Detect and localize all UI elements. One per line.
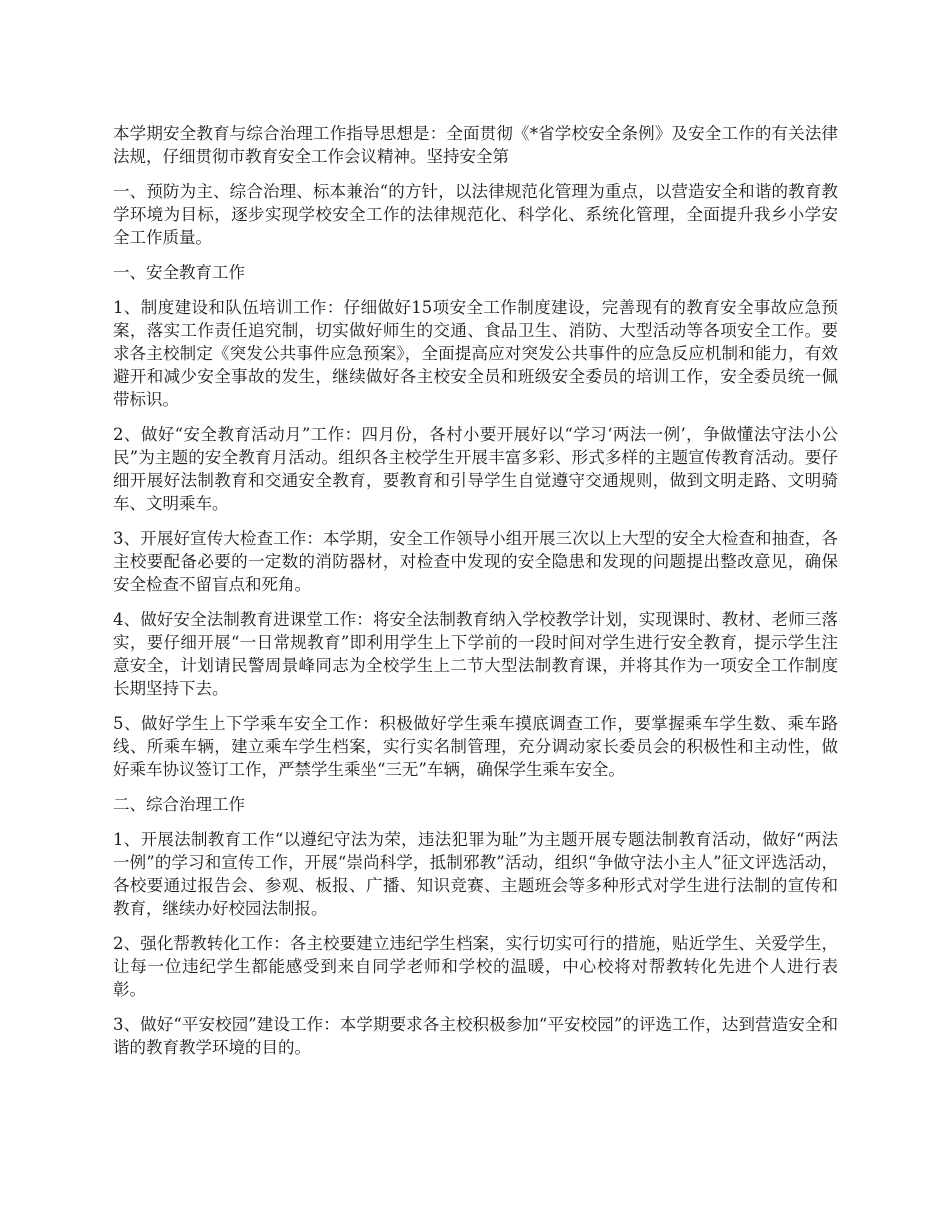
item-system-building: 1、制度建设和队伍培训工作：仔细做好15项安全工作制度建设，完善现有的教育安全事故应急预案，落实工作责任追究制，切实做好师生的交通、食品卫生、消防、大型活动等各项安全工作。要求各主校制定《突发公共事件应急预案》，全面提高应对突发公共事件的应急反应机制和能力，有效避开和减少安全事故的发生，继续做好各主校安全员和班级安全委员的培训工作，安全委员统一佩带标识。 bbox=[113, 298, 838, 409]
item-safe-campus: 3、做好“平安校园”建设工作：本学期要求各主校积极参加“平安校园”的评选工作，达到营造安全和谐的教育教学环境的目的。 bbox=[113, 1015, 838, 1057]
intro-paragraph: 本学期安全教育与综合治理工作指导思想是：全面贯彻《*省学校安全条例》及安全工作的有关法律法规，仔细贯彻市教育安全工作会议精神。坚持安全第 bbox=[113, 124, 838, 166]
item-safety-month: 2、做好“安全教育活动月”工作：四月份，各村小要开展好以“学习‘两法一例’，争做懂法守法小公民”为主题的安全教育月活动。组织各主校学生开展丰富多彩、形式多样的主题宣传教育活动。要仔细开展好法制教育和交通安全教育，要教育和引导学生自觉遵守交通规则，做到文明走路、文明骑车、文明乘车。 bbox=[113, 425, 838, 513]
item-law-in-classroom: 4、做好安全法制教育进课堂工作：将安全法制教育纳入学校教学计划，实现课时、教材、老师三落实，要仔细开展“一日常规教育”即利用学生上下学前的一段时间对学生进行安全教育，提示学生注意安全，计划请民警周景峰同志为全校学生上二节大型法制教育课，并将其作为一项安全工作制度长期坚持下去。 bbox=[113, 610, 838, 698]
item-help-transform: 2、强化帮教转化工作：各主校要建立违纪学生档案，实行切实可行的措施，贴近学生、关爱学生，让每一位违纪学生都能感受到来自同学老师和学校的温暖，中心校将对帮教转化先进个人进行表彰。 bbox=[113, 934, 838, 999]
section-heading-safety-education: 一、安全教育工作 bbox=[113, 263, 245, 282]
section-heading-comprehensive-governance: 二、综合治理工作 bbox=[113, 795, 245, 814]
document-body bbox=[113, 122, 838, 1071]
guiding-principle-paragraph: 一、预防为主、综合治理、标本兼治“的方针，以法律规范化管理为重点，以营造安全和谐的教育教学环境为目标，逐步实现学校安全工作的法律规范化、科学化、系统化管理，全面提升我乡小学安全工作质量。 bbox=[113, 182, 838, 247]
item-bus-safety: 5、做好学生上下学乘车安全工作：积极做好学生乘车摸底调查工作，要掌握乘车学生数、乘车路线、所乘车辆，建立乘车学生档案，实行实名制管理，充分调动家长委员会的积极性和主动性，做好乘车协议签订工作，严禁学生乘坐“三无”车辆，确保学生乘车安全。 bbox=[113, 714, 838, 779]
item-legal-education: 1、开展法制教育工作“以遵纪守法为荣，违法犯罪为耻”为主题开展专题法制教育活动，做好“两法一例”的学习和宣传工作，开展“崇尚科学，抵制邪教”活动，组织“争做守法小主人”征文评选活动，各校要通过报告会、参观、板报、广播、知识竞赛、主题班会等多种形式对学生进行法制的宣传和教育，继续办好校园法制报。 bbox=[113, 830, 838, 918]
item-inspection: 3、开展好宣传大检查工作：本学期，安全工作领导小组开展三次以上大型的安全大检查和抽查，各主校要配备必要的一定数的消防器材，对检查中发现的安全隐患和发现的问题提出整改意见，确保安全检查不留盲点和死角。 bbox=[113, 529, 838, 594]
